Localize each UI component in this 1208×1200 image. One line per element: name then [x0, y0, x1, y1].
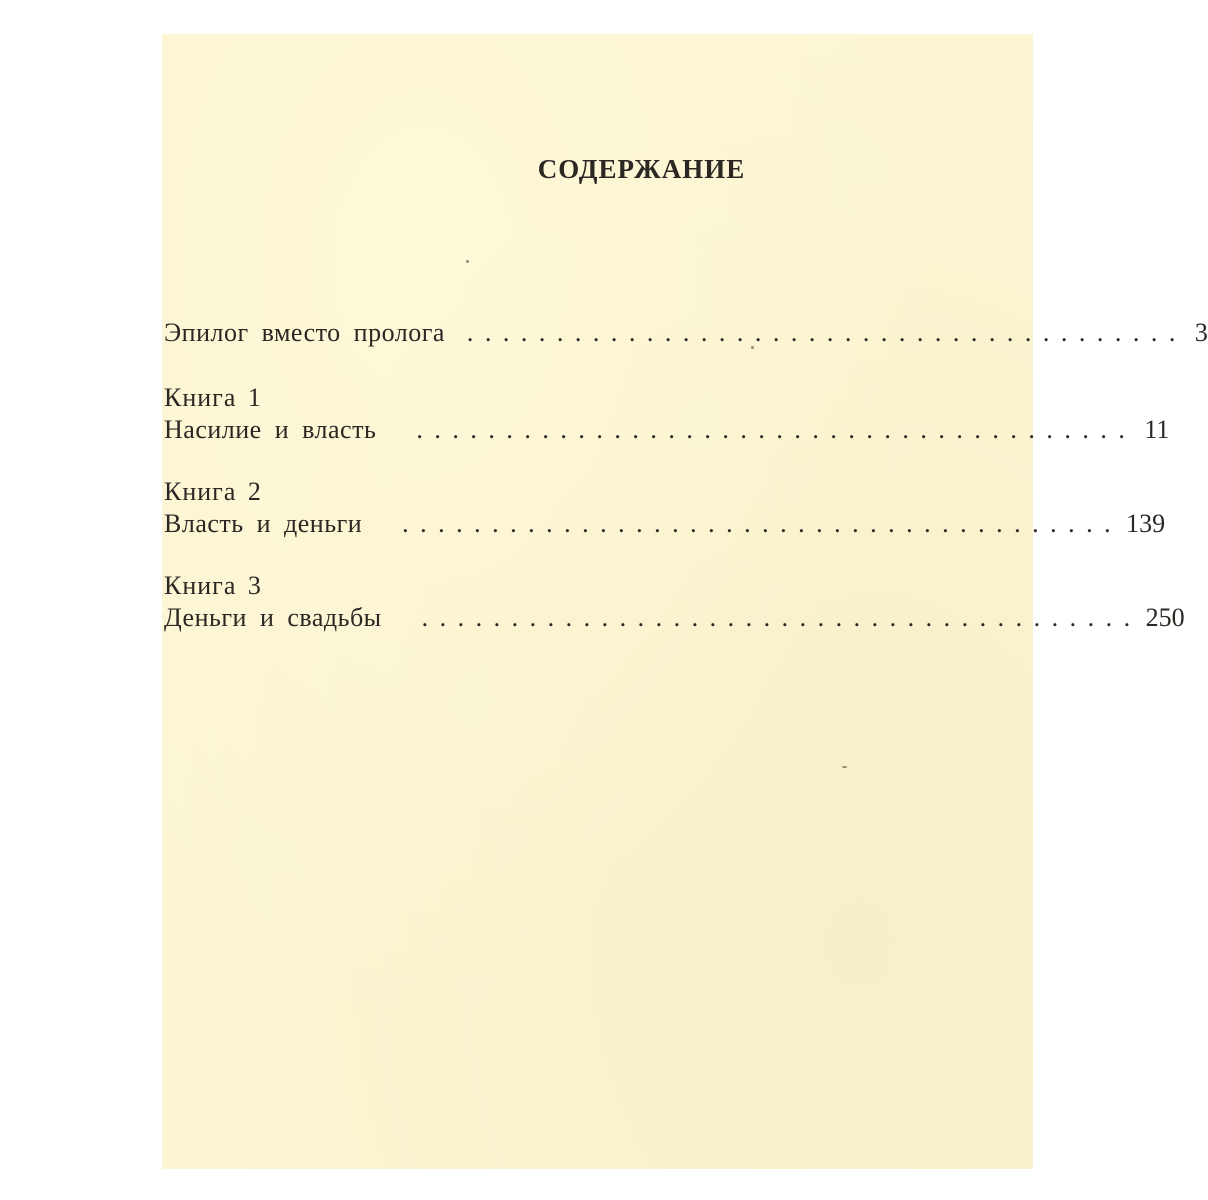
- book-page: [162, 34, 1208, 1169]
- page-title: СОДЕРЖАНИЕ: [537, 154, 746, 184]
- toc-page-number: 250: [1145, 603, 1185, 632]
- toc-row: [164, 317, 1208, 349]
- dot-leader: ........................................: [416, 415, 1137, 444]
- dot-leader: ........................................: [466, 318, 1187, 347]
- toc-page-number: 3: [1194, 318, 1208, 347]
- toc-page-number: 139: [1126, 509, 1166, 538]
- dot-leader: ........................................: [421, 603, 1142, 632]
- toc-page-number: 11: [1144, 415, 1170, 444]
- toc-entry-title: Эпилог вместо пролога: [164, 318, 445, 347]
- toc-row: [164, 508, 1166, 540]
- toc-entry-title: Деньги и свадьбы: [164, 603, 382, 632]
- dot-leader: ........................................: [402, 509, 1123, 538]
- toc-book-label: Книга 2: [164, 477, 262, 506]
- table-of-contents: [164, 317, 1208, 664]
- toc-row: [164, 414, 1170, 446]
- toc-entry-book-1: [164, 382, 1170, 446]
- toc-entry-book-2: [164, 476, 1166, 540]
- toc-row: [164, 602, 1185, 634]
- toc-book-label: Книга 3: [164, 571, 262, 600]
- paper-speck: [466, 260, 469, 263]
- toc-entry-epilogue: [164, 317, 1208, 349]
- toc-book-label: Книга 1: [164, 383, 262, 412]
- toc-entry-book-3: [164, 570, 1185, 634]
- paper-speck: [842, 766, 847, 768]
- toc-entry-title: Насилие и власть: [164, 415, 377, 444]
- toc-entry-title: Власть и деньги: [164, 509, 363, 538]
